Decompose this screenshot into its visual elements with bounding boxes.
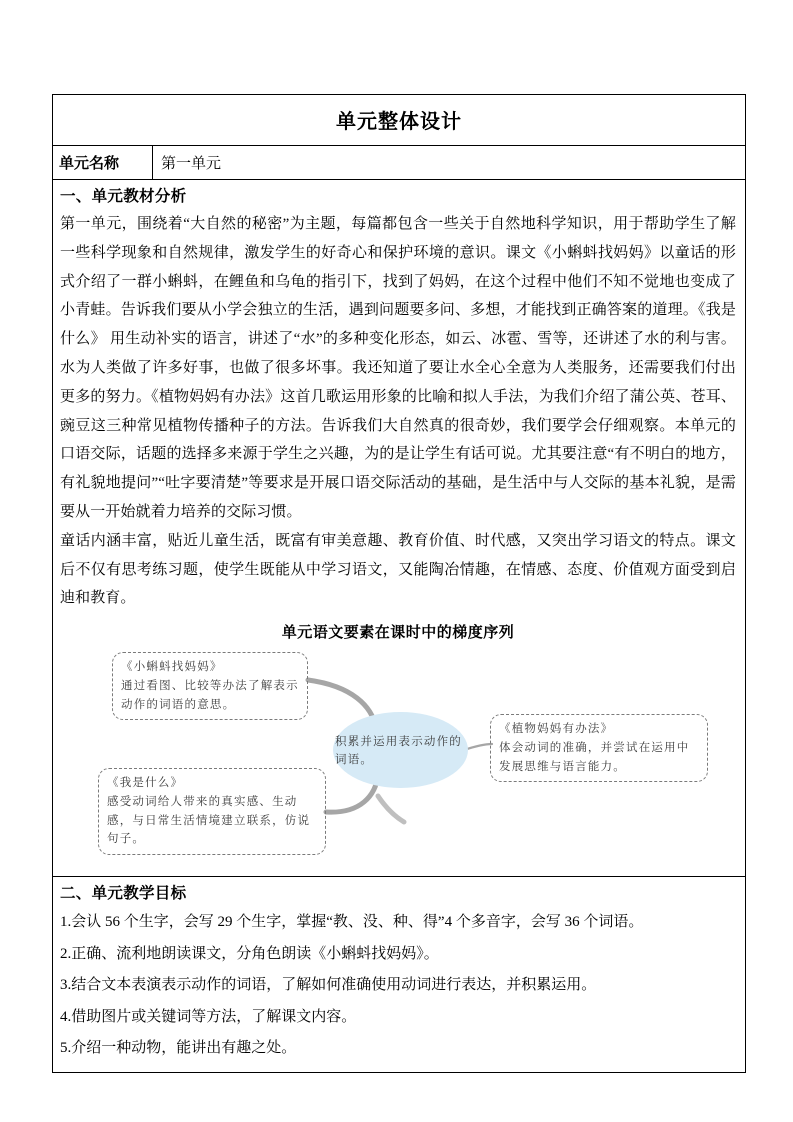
unit-design-table bbox=[52, 94, 746, 1073]
objective-item: 3.结合文本表演表示动作的词语，了解如何准确使用动词进行表达，并积累运用。 bbox=[60, 977, 597, 994]
page-title: 单元整体设计 bbox=[53, 95, 746, 146]
unit-name-value: 第一单元 bbox=[153, 146, 746, 180]
connector-tail-bottom bbox=[378, 796, 404, 822]
gradient-sequence-diagram bbox=[60, 621, 736, 869]
diagram-node-xiaokedou bbox=[112, 652, 308, 720]
diagram-canvas bbox=[60, 646, 736, 870]
diagram-node-woshishenme bbox=[98, 768, 326, 855]
table-row-analysis bbox=[53, 180, 746, 877]
table-row-title bbox=[53, 95, 746, 146]
diagram-node-text: 通过看图、比较等办法了解表示动作的词语的意思。 bbox=[121, 677, 299, 711]
analysis-cell bbox=[53, 180, 746, 877]
objective-item: 2.正确、流利地朗读课文，分角色朗读《小蝌蚪找妈妈》。 bbox=[60, 945, 439, 962]
analysis-paragraph-2: 童话内涵丰富，贴近儿童生活，既富有审美意趣、教育价值、时代感，又突出学习语文的特点。课文后不仅有思考练习题，使学生既能从中学习语文，又能陶冶情趣，在情感、态度、价值观方面受到启迪和教育。 bbox=[60, 532, 736, 607]
unit-name-label: 单元名称 bbox=[53, 146, 153, 180]
table-row-objectives bbox=[53, 877, 746, 1073]
diagram-node-title: 《我是什么》 bbox=[107, 775, 184, 790]
objective-item: 4.借助图片或关键词等方法，了解课文内容。 bbox=[60, 1008, 357, 1025]
objectives-heading: 二、单元教学目标 bbox=[60, 885, 187, 903]
diagram-node-title: 《小蝌蚪找妈妈》 bbox=[121, 659, 223, 674]
analysis-heading: 一、单元教材分析 bbox=[60, 188, 187, 205]
table-row-unit-name bbox=[53, 146, 746, 180]
objectives-cell bbox=[53, 877, 746, 1073]
diagram-center-text: 积累并运用表示动作的词语。 bbox=[335, 733, 462, 767]
diagram-title: 单元语文要素在课时中的梯度序列 bbox=[281, 625, 515, 642]
diagram-node-text: 体会动词的准确，并尝试在运用中发展思维与语言能力。 bbox=[499, 739, 690, 773]
diagram-node-text: 感受动词给人带来的真实感、生动感，与日常生活情境建立联系，仿说句子。 bbox=[107, 793, 311, 846]
diagram-center-ellipse bbox=[333, 712, 468, 788]
objective-item: 5.介绍一种动物，能讲出有趣之处。 bbox=[60, 1040, 297, 1057]
analysis-paragraph-1: 第一单元，围绕着“大自然的秘密”为主题，每篇都包含一些关于自然地科学知识，用于帮助学生了解一些科学现象和自然规律，激发学生的好奇心和保护环境的意识。课文《小蝌蚪找妈妈》以童话的形式介绍了一群小蝌蚪，在鲤鱼和乌龟的指引下，找到了妈妈，在这个过程中他们不知不觉地也变成了小青蛙。告诉我们要从小学会独立的生活，遇到问题要多问、多想，才能找到正确答案的道理。《我是什么》 用生动补实的语言，讲述了“水”的多种变化形态，如云、冰雹、雪等，还讲述了水的利与害。水为人类做了许多好事，也做了很多坏事。我还知道了要让水全心全意为人类服务，还需要我们付出更多的努力。《植物妈妈有办法》这首几歌运用形象的比喻和拟人手法，为我们介绍了蒲公英、苍耳、豌豆这三种常见植物传播种子的方法。告诉我们大自然真的很奇妙，我们要学会仔细观察。本单元的口语交际，话题的选择多来源于学生之兴趣，为的是让学生有话可说。尤其要注意“有不明白的地方，有礼貌地提问”“吐字要清楚”等要求是开展口语交际活动的基础，是生活中与人交际的基本礼貌，是需要从一开始就着力培养的交际习惯。 bbox=[60, 216, 736, 520]
diagram-node-title: 《植物妈妈有办法》 bbox=[499, 721, 614, 736]
connector-line-right bbox=[464, 744, 492, 750]
diagram-node-zhiwumama bbox=[490, 714, 708, 782]
objective-item: 1.会认 56 个生字，会写 29 个生字，掌握“教、没、种、得”4 个多音字，会写 36 个词语。 bbox=[60, 914, 644, 931]
